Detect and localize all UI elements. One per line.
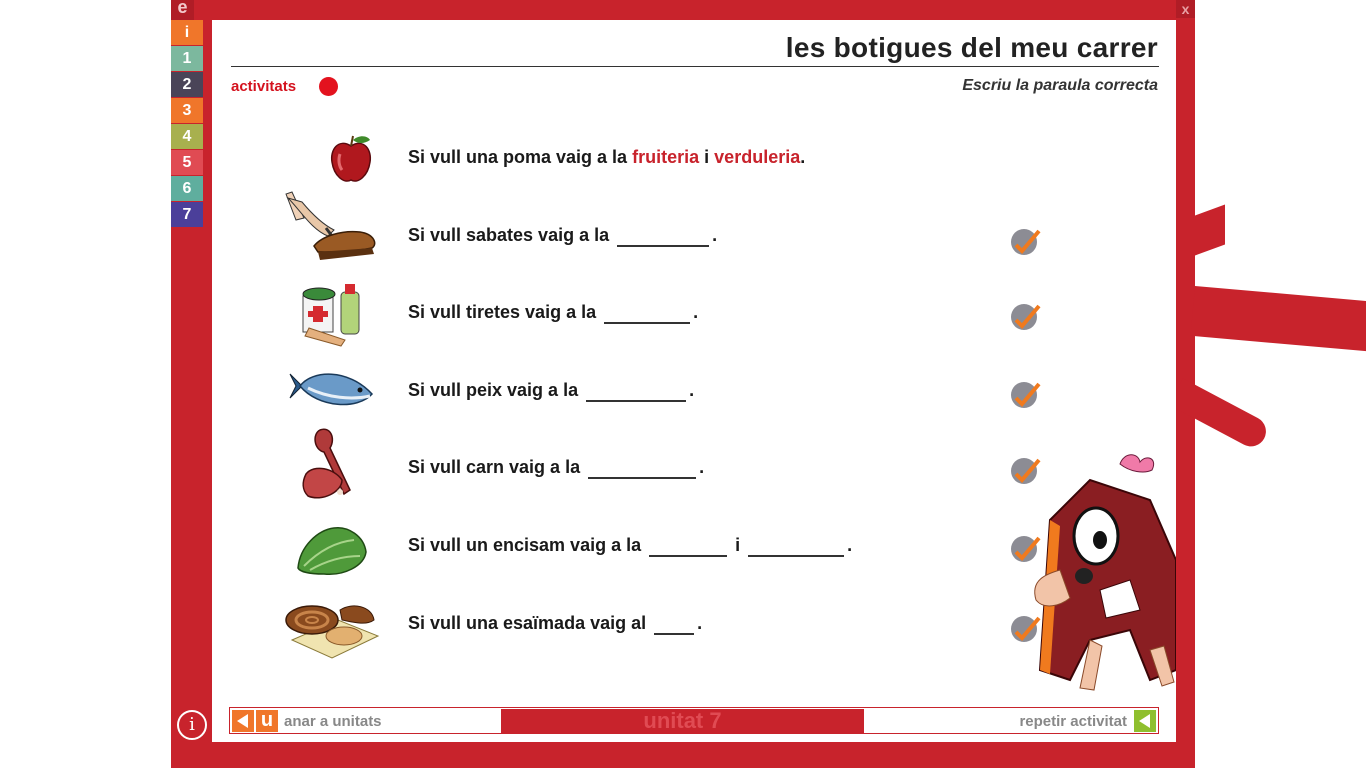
sentence-text: Si vull sabates vaig a la	[408, 225, 610, 245]
activities-link[interactable]: activitats	[231, 78, 297, 95]
lettuce-icon	[294, 522, 370, 578]
answer-blank-input[interactable]	[604, 304, 690, 324]
sentence-text: Si vull un encisam vaig a la	[408, 535, 642, 555]
conjunction: i	[735, 535, 741, 555]
activity-indicator-dot	[319, 77, 338, 96]
checkmark-icon	[1011, 225, 1041, 255]
sentence-row-6	[408, 535, 852, 557]
answer-blank-input[interactable]	[748, 537, 844, 557]
pastry-icon	[282, 600, 382, 660]
tab-unit-7[interactable]: 7	[171, 202, 203, 227]
answer-blank-input[interactable]	[617, 227, 709, 247]
check-answer-button[interactable]	[1011, 304, 1037, 330]
check-answer-button[interactable]	[1011, 229, 1037, 255]
tab-unit-2[interactable]: 2	[171, 72, 203, 97]
page-title: les botigues del meu carrer	[785, 32, 1158, 63]
sentence-period: .	[699, 457, 705, 477]
sentence-text: Si vull tiretes vaig a la	[408, 302, 597, 322]
apple-icon	[328, 132, 374, 184]
sentence-period: .	[847, 535, 853, 555]
letter-a-mascot-icon	[1030, 450, 1176, 692]
check-answer-button[interactable]	[1011, 382, 1037, 408]
answer-blank-input[interactable]	[586, 382, 686, 402]
tab-unit-5[interactable]: 5	[171, 150, 203, 175]
back-arrow-icon[interactable]	[232, 710, 254, 732]
sentence-period: .	[712, 225, 718, 245]
sentence-row-7	[408, 613, 702, 635]
sentence-text: Si vull carn vaig a la	[408, 457, 581, 477]
go-to-units-link[interactable]: anar a unitats	[284, 713, 382, 730]
fish-icon	[288, 364, 376, 414]
checkmark-icon	[1011, 378, 1041, 408]
answer-fruiteria[interactable]: fruiteria	[632, 147, 700, 167]
answer-blank-input[interactable]	[654, 615, 694, 635]
tab-unit-3[interactable]: 3	[171, 98, 203, 123]
sentence-row-3	[408, 302, 698, 324]
answer-blank-input[interactable]	[588, 459, 696, 479]
sentence-row-5	[408, 457, 704, 479]
conjunction: i	[704, 147, 710, 167]
tab-unit-4[interactable]: 4	[171, 124, 203, 149]
units-button[interactable]: u	[256, 710, 278, 732]
title-divider	[231, 66, 1159, 67]
repeat-activity-link[interactable]: repetir activitat	[1019, 713, 1127, 730]
sentence-period: .	[689, 380, 695, 400]
pharmacy-icon	[297, 282, 365, 352]
sentence-row-4	[408, 380, 694, 402]
sentence-row-1	[408, 147, 805, 168]
logo: e	[171, 0, 194, 20]
unit-title: unitat 7	[501, 709, 864, 733]
tab-unit-1[interactable]: 1	[171, 46, 203, 71]
instruction-text: Escriu la paraula correcta	[962, 77, 1158, 94]
sentence-period: .	[693, 302, 699, 322]
sentence-text: Si vull peix vaig a la	[408, 380, 579, 400]
bottom-nav-bar	[229, 707, 1159, 734]
checkmark-icon	[1011, 300, 1041, 330]
answer-blank-input[interactable]	[649, 537, 727, 557]
sentence-text: Si vull una esaïmada vaig al	[408, 613, 647, 633]
unit-tabs	[171, 20, 203, 228]
background-swoosh	[1195, 205, 1225, 256]
sentence-period: .	[697, 613, 703, 633]
close-button[interactable]: x	[1176, 0, 1195, 18]
meat-icon	[300, 426, 364, 502]
sentence-period: .	[800, 147, 806, 167]
sentence-text: Si vull una poma vaig a la	[408, 147, 628, 167]
background-swoosh	[1191, 286, 1366, 351]
info-icon[interactable]: i	[177, 710, 207, 740]
repeat-arrow-icon[interactable]	[1134, 710, 1156, 732]
tab-info[interactable]: i	[171, 20, 203, 45]
shoes-icon	[282, 190, 380, 268]
tab-unit-6[interactable]: 6	[171, 176, 203, 201]
answer-verduleria[interactable]: verduleria	[714, 147, 801, 167]
sentence-row-2	[408, 225, 717, 247]
